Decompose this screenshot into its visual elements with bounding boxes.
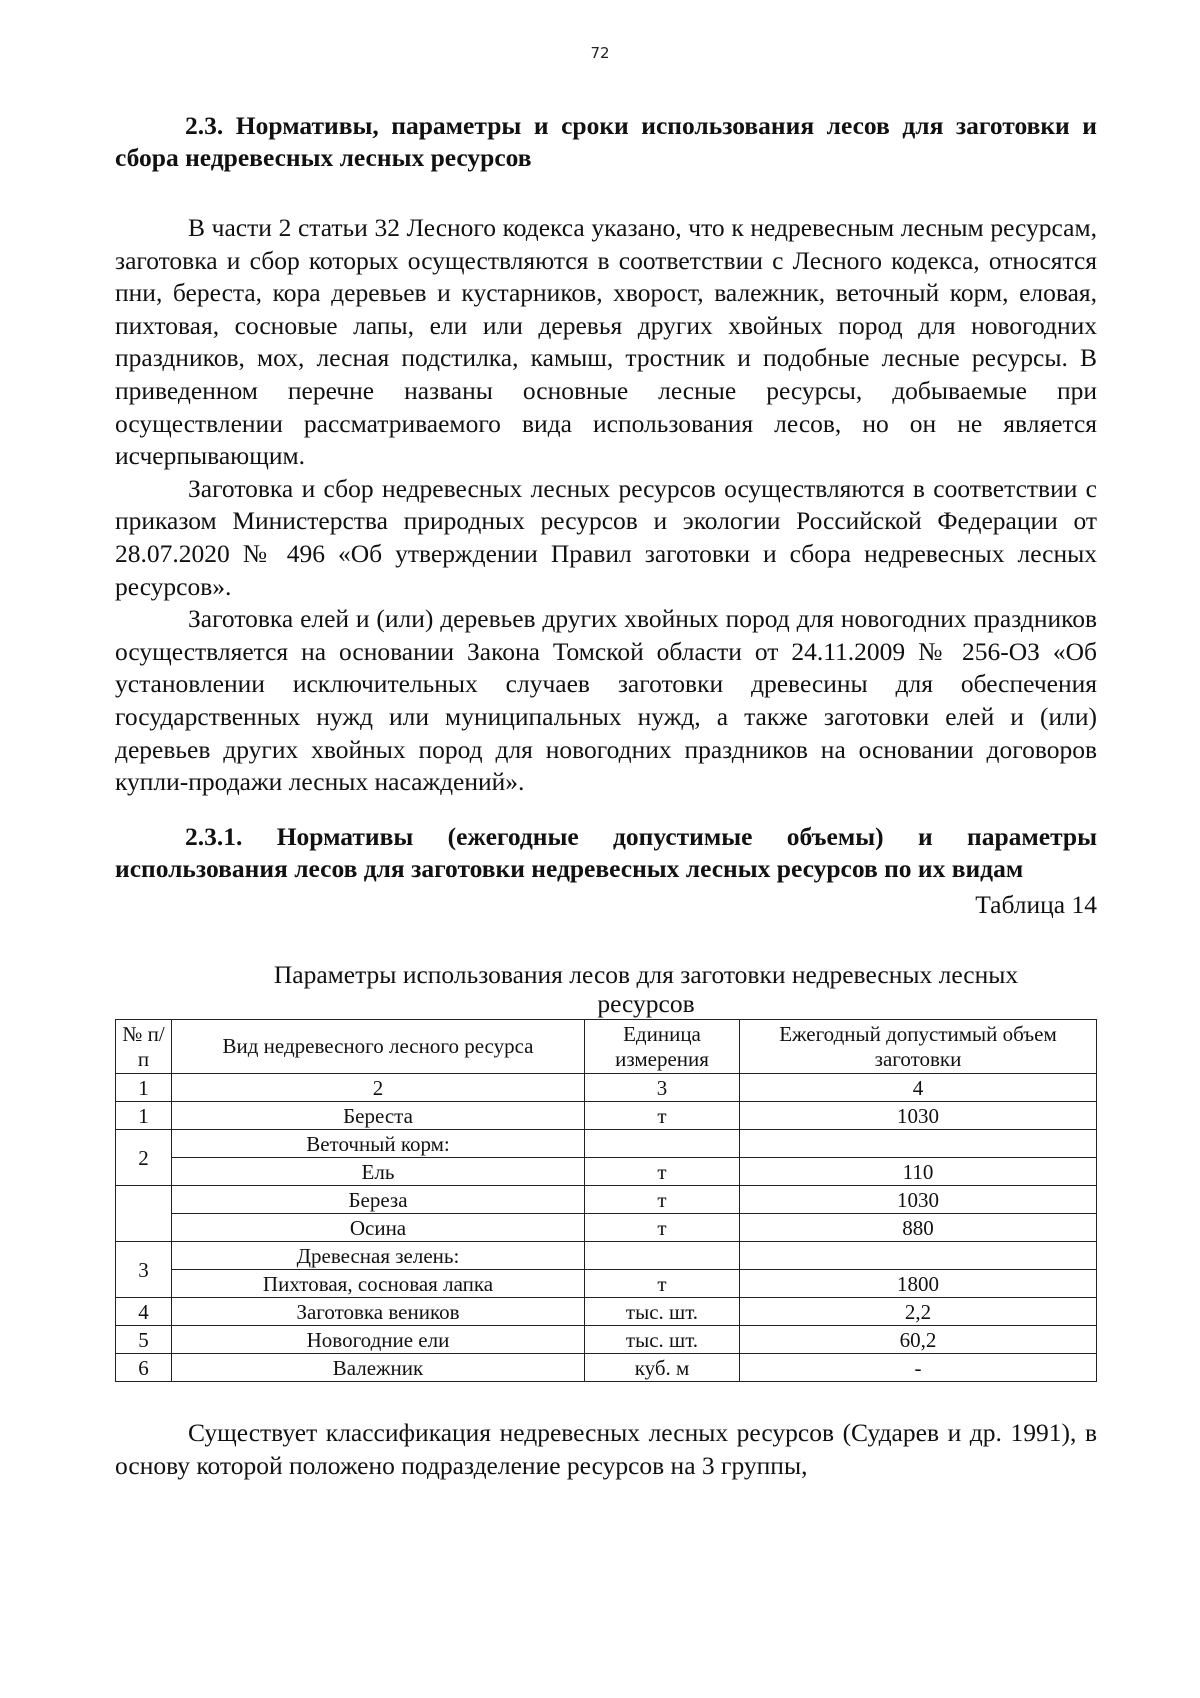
- table-body: [116, 1102, 1097, 1382]
- cell-number: [116, 1186, 172, 1242]
- table-row: [116, 1102, 1097, 1130]
- subsection-title: 2.3.1. Нормативы (ежегодные допустимые объемы) и параметры использования лесов для заготовки недревесных лесных ресурсов по их видам: [115, 821, 1097, 883]
- cell-number: 4: [116, 1298, 172, 1326]
- closing-paragraph: Существует классификация недревесных лесных ресурсов (Сударев и др. 1991), в основу которой положено подразделение ресурсов на 3 группы,: [115, 1418, 1097, 1480]
- cell-unit: куб. м: [585, 1354, 740, 1382]
- cell-resource-name: Новогодние ели: [172, 1326, 585, 1354]
- cell-resource-name: Пихтовая, сосновая лапка: [172, 1270, 585, 1298]
- page-number: 72: [590, 44, 610, 62]
- table-row: [116, 1186, 1097, 1214]
- section-title: 2.3. Нормативы, параметры и сроки использования лесов для заготовки и сбора недревесных лесных ресурсов: [115, 111, 1097, 172]
- cell-unit: [585, 1130, 740, 1158]
- cell-unit: [585, 1242, 740, 1270]
- paragraph-1: В части 2 статьи 32 Лесного кодекса указано, что к недревесным лесным ресурсам, заготовка и сбор которых осуществляются в соответствии с Лесного кодекса, относятся пни, береста, кора деревьев и кустарников, хворост, валежник, веточный корм, еловая, пихтовая, сосновые лапы, ели или деревья других хвойных пород для новогодних праздников, мох, лесная подстилка, камыш, тростник и подобные лесные ресурсы. В приведенном перечне названы основные лесные ресурсы, добываемые при осуществлении рассматриваемого вида использования лесов, но он не является исчерпывающим.: [115, 213, 1097, 471]
- cell-volume: 110: [740, 1158, 1097, 1186]
- cell-number: 3: [116, 1242, 172, 1298]
- header-unit: Единица измерения: [585, 1020, 740, 1074]
- column-number: 3: [585, 1074, 740, 1102]
- cell-resource-name: Заготовка веников: [172, 1298, 585, 1326]
- cell-volume: 1800: [740, 1270, 1097, 1298]
- cell-unit: т: [585, 1214, 740, 1242]
- table-row: [116, 1354, 1097, 1382]
- cell-unit: т: [585, 1186, 740, 1214]
- cell-number: 6: [116, 1354, 172, 1382]
- table-caption: Параметры использования лесов для заготовки недревесных лесных ресурсов: [273, 960, 1019, 1019]
- cell-unit: тыс. шт.: [585, 1298, 740, 1326]
- table-header-row: [116, 1020, 1097, 1074]
- cell-unit: т: [585, 1270, 740, 1298]
- column-number: 2: [172, 1074, 585, 1102]
- table-row: [116, 1242, 1097, 1270]
- table-row: [116, 1214, 1097, 1242]
- page-content: [115, 110, 1097, 1482]
- cell-volume: 1030: [740, 1102, 1097, 1130]
- table-row: [116, 1326, 1097, 1354]
- cell-volume: [740, 1130, 1097, 1158]
- cell-volume: -: [740, 1354, 1097, 1382]
- table-row: [116, 1270, 1097, 1298]
- cell-resource-name: Береста: [172, 1102, 585, 1130]
- header-number: № п/п: [116, 1020, 172, 1074]
- table-row: [116, 1298, 1097, 1326]
- cell-unit: т: [585, 1102, 740, 1130]
- cell-resource-name: Древесная зелень:: [172, 1242, 585, 1270]
- cell-resource-name: Осина: [172, 1214, 585, 1242]
- cell-volume: 880: [740, 1214, 1097, 1242]
- cell-resource-name: Береза: [172, 1186, 585, 1214]
- paragraph-2: Заготовка и сбор недревесных лесных ресурсов осуществляются в соответствии с приказом Министерства природных ресурсов и экологии Российской Федерации от 28.07.2020 № 496 «Об утверждении Правил заготовки и сбора недревесных лесных ресурсов».: [115, 473, 1097, 601]
- cell-resource-name: Ель: [172, 1158, 585, 1186]
- table-row: [116, 1130, 1097, 1158]
- resources-table: [115, 1019, 1097, 1382]
- table-number: Таблица 14: [975, 889, 1097, 919]
- table-row: [116, 1158, 1097, 1186]
- cell-resource-name: Веточный корм:: [172, 1130, 585, 1158]
- cell-volume: 2,2: [740, 1298, 1097, 1326]
- cell-volume: 1030: [740, 1186, 1097, 1214]
- column-number: 4: [740, 1074, 1097, 1102]
- cell-unit: т: [585, 1158, 740, 1186]
- table-column-numbers-row: [116, 1074, 1097, 1102]
- column-number: 1: [116, 1074, 172, 1102]
- cell-resource-name: Валежник: [172, 1354, 585, 1382]
- paragraph-3: Заготовка елей и (или) деревьев других хвойных пород для новогодних праздников осуществляется на основании Закона Томской области от 24.11.2009 № 256-ОЗ «Об установлении исключительных случаев заготовки древесины для обеспечения государственных нужд или муниципальных нужд, а также заготовки елей и (или) деревьев других хвойных пород для новогодних праздников на основании договоров купли-продажи лесных насаждений».: [115, 604, 1097, 797]
- cell-number: 1: [116, 1102, 172, 1130]
- header-annual-volume: Ежегодный допустимый объем заготовки: [740, 1020, 1097, 1074]
- cell-volume: [740, 1242, 1097, 1270]
- header-resource-type: Вид недревесного лесного ресурса: [172, 1020, 585, 1074]
- cell-number: 2: [116, 1130, 172, 1186]
- cell-number: 5: [116, 1326, 172, 1354]
- cell-volume: 60,2: [740, 1326, 1097, 1354]
- cell-unit: тыс. шт.: [585, 1326, 740, 1354]
